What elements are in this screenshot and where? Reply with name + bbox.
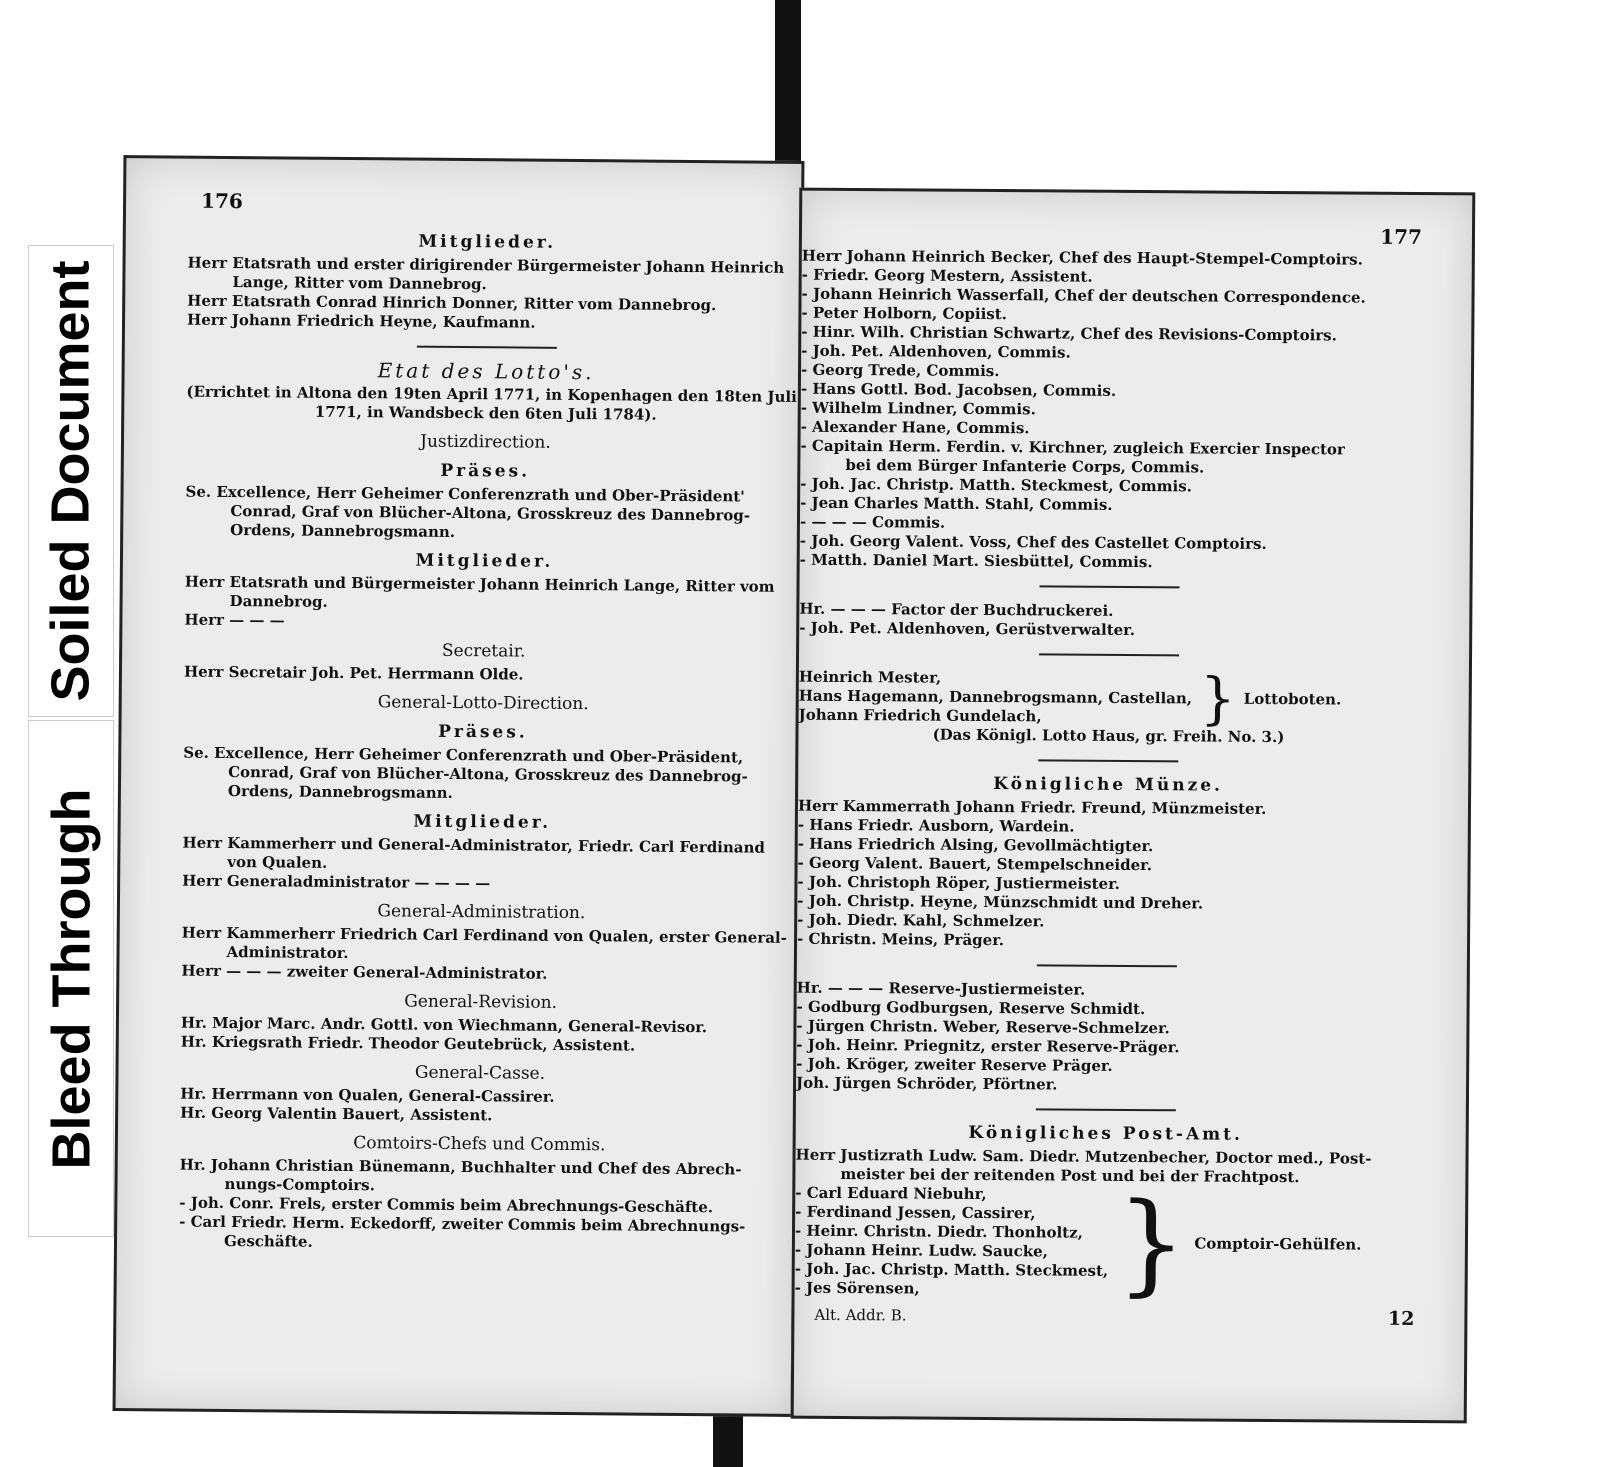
section-heading: Mitglieder.: [415, 550, 554, 572]
entry-line: - Joh. Christp. Heyne, Münzschmidt und Dreher.: [797, 891, 1204, 913]
entry-line: - Joh. Heinr. Priegnitz, erster Reserve-Präger.: [796, 1035, 1180, 1057]
binding-strip-top: [775, 0, 801, 185]
entry-line: Herr Justizrath Ludw. Sam. Diedr. Mutzenbecher, Doctor med., Post-: [795, 1145, 1372, 1168]
curly-brace-icon: }: [1199, 665, 1236, 732]
entry-line: (Errichtet in Altona den 19ten April 1771, in Kopenhagen den 18ten Juli: [186, 382, 797, 406]
entry-line: Hr. Kriegsrath Friedr. Theodor Geutebrück, Assistent.: [180, 1032, 636, 1055]
entry-line: - Hans Friedrich Alsing, Gevollmächtigter.: [797, 834, 1154, 856]
entry-line: - Wilhelm Lindner, Commis.: [800, 398, 1036, 419]
entry-line: Herr Etatsrath und erster dirigirender Bürgermeister Johann Heinrich: [187, 253, 785, 277]
entry-line: - Alexander Hane, Commis.: [800, 417, 1030, 438]
entry-line: - Jes Sörensen,: [794, 1278, 920, 1298]
entry-line: Se. Excellence, Herr Geheimer Conferenzrath und Ober-Präsident': [185, 482, 745, 506]
entry-line: Conrad, Graf von Blücher-Altona, Grosskreuz des Dannebrog-: [230, 501, 751, 525]
entry-line: Hr. — — — Reserve-Justiermeister.: [796, 978, 1086, 999]
entry-line: Ordens, Dannebrogsmann.: [230, 520, 456, 541]
sheet-number: 12: [1387, 1307, 1415, 1330]
entry-line: Joh. Jürgen Schröder, Pförtner.: [795, 1073, 1058, 1094]
entry-line: - Joh. Jac. Christp. Matth. Steckmest,: [794, 1259, 1109, 1280]
entry-line: Herr Johann Heinrich Becker, Chef des Haupt-Stempel-Comptoirs.: [801, 246, 1363, 269]
section-divider: [1037, 964, 1177, 967]
entry-line: - Hinr. Wilh. Christian Schwartz, Chef des Revisions-Comptoirs.: [801, 322, 1337, 345]
entry-line: Hr. Johann Christian Bünemann, Buchhalter und Chef des Abrech-: [179, 1155, 742, 1179]
brace-group: [794, 1178, 1416, 1308]
entry-line: Administrator.: [226, 942, 349, 963]
entry-line: Hans Hagemann, Dannebrogsmann, Castellan,: [798, 686, 1193, 708]
soiled-document-label: [28, 245, 114, 717]
entry-line: - Capitain Herm. Ferdin. v. Kirchner, zugleich Exercier Inspector: [800, 436, 1345, 459]
entry-line: Herr Kammerherr Friedrich Carl Ferdinand von Qualen, erster General-: [181, 923, 787, 947]
entry-line: Hr. Georg Valentin Bauert, Assistent.: [180, 1103, 493, 1125]
entry-line: Heinrich Mester,: [798, 667, 942, 687]
brace-group: [798, 665, 1419, 732]
entry-line: - Christn. Meins, Präger.: [796, 929, 1005, 950]
section-heading: Mitglieder.: [413, 811, 552, 833]
signature-mark: Alt. Addr. B.: [814, 1305, 907, 1325]
soiled-document-text: Soiled Document: [41, 260, 102, 702]
section-heading: General-Casse.: [414, 1062, 546, 1084]
entry-line: - Joh. Georg Valent. Voss, Chef des Castellet Comptoirs.: [799, 531, 1267, 553]
section-heading: Etat des Lotto's.: [377, 358, 595, 385]
entry-line: Hr. Herrmann von Qualen, General-Cassirer.: [180, 1084, 555, 1106]
entry-line: meister bei der reitenden Post und bei der Frachtpost.: [840, 1164, 1300, 1187]
entry-line: - Joh. Pet. Aldenhoven, Commis.: [801, 341, 1071, 362]
entry-line: Herr — — —: [184, 610, 285, 630]
entry-line: 1771, in Wandsbeck den 6ten Juli 1784).: [314, 402, 657, 424]
entry-line: - Joh. Diedr. Kahl, Schmelzer.: [797, 910, 1045, 931]
entry-line: Herr Etatsrath und Bürgermeister Johann Heinrich Lange, Ritter vom: [184, 572, 775, 596]
entry-line: Herr Secretair Joh. Pet. Herrmann Olde.: [183, 662, 524, 684]
entry-line: - Peter Holborn, Copiist.: [801, 303, 1008, 324]
entry-line: nungs-Comptoirs.: [224, 1174, 375, 1195]
entry-line: - Carl Friedr. Herm. Eckedorff, zweiter Commis beim Abrechnungs-: [179, 1212, 746, 1236]
entry-line: - Matth. Daniel Mart. Siesbüttel, Commis.: [799, 550, 1153, 572]
section-heading: General-Administration.: [377, 901, 586, 924]
entry-line: - — — — Commis.: [799, 512, 946, 532]
entry-line: - Georg Trede, Commis.: [800, 360, 1000, 381]
entry-line: - Friedr. Georg Mestern, Assistent.: [801, 265, 1093, 286]
entry-line: Herr — — — zweiter General-Administrator.: [181, 961, 548, 983]
entry-line: - Joh. Kröger, zweiter Reserve Präger.: [796, 1054, 1113, 1075]
section-heading: Präses.: [440, 460, 531, 482]
section-heading: Präses.: [438, 721, 528, 743]
entry-line: - Godburg Godburgsen, Reserve Schmidt.: [796, 997, 1146, 1019]
entry-line: - Jürgen Christn. Weber, Reserve-Schmelzer.: [796, 1016, 1170, 1038]
section-heading: General-Revision.: [404, 991, 558, 1013]
right-page-number: 177: [1380, 224, 1423, 250]
brace-label: Comptoir-Gehülfen.: [1194, 1233, 1362, 1254]
entry-line: Hr. — — — Factor der Buchdruckerei.: [799, 599, 1114, 620]
section-divider: [1038, 759, 1178, 762]
entry-line: - Joh. Christoph Röper, Justiermeister.: [797, 872, 1120, 893]
left-page-content: [117, 220, 801, 1256]
section-heading: Justizdirection.: [420, 431, 551, 453]
entry-line: - Carl Eduard Niebuhr,: [795, 1183, 987, 1203]
entry-line: Herr Etatsrath Conrad Hinrich Donner, Ritter vom Dannebrog.: [187, 291, 717, 315]
entry-line: Conrad, Graf von Blücher-Altona, Grosskreuz des Dannebrog-: [228, 762, 748, 786]
entry-line: Se. Excellence, Herr Geheimer Conferenzrath und Ober-Präsident,: [183, 743, 744, 767]
left-page: [113, 155, 805, 1417]
right-page: [791, 188, 1476, 1424]
entry-line: Herr Generaladministrator — — — —: [182, 871, 491, 893]
entry-line: Ordens, Dannebrogsmann.: [227, 781, 453, 802]
left-page-number: 176: [200, 188, 243, 214]
section-heading: General-Lotto-Direction.: [377, 692, 589, 715]
entry-line: Geschäfte.: [223, 1231, 313, 1251]
entry-line: - Johann Heinrich Wasserfall, Chef der deutschen Correspondence.: [801, 284, 1366, 307]
entry-line: bei dem Bürger Infanterie Corps, Commis.: [845, 455, 1205, 477]
bleed-through-text: Bleed Through: [41, 788, 102, 1169]
entry-line: Herr Kammerrath Johann Friedr. Freund, Münzmeister.: [797, 796, 1267, 818]
right-page-content: [794, 247, 1472, 1330]
section-heading: Comtoirs-Chefs und Commis.: [353, 1133, 606, 1156]
entry-line: - Johann Heinr. Ludw. Saucke,: [794, 1240, 1048, 1261]
entry-line: - Hans Gottl. Bod. Jacobsen, Commis.: [800, 379, 1117, 400]
entry-line: Herr Johann Friedrich Heyne, Kaufmann.: [186, 310, 536, 332]
entry-line: Hr. Major Marc. Andr. Gottl. von Wiechmann, General-Revisor.: [180, 1013, 708, 1037]
brace-names: [799, 668, 1193, 728]
entry-line: - Joh. Jac. Christp. Matth. Steckmest, Commis.: [800, 474, 1192, 496]
brace-names: [795, 1184, 1109, 1300]
section-heading: Mitglieder.: [418, 231, 557, 253]
entry-line: Johann Friedrich Gundelach,: [798, 705, 1042, 726]
section-heading: Königliche Münze.: [993, 774, 1224, 796]
entry-line: - Joh. Pet. Aldenhoven, Gerüstverwalter.: [799, 618, 1136, 640]
entry-line: - Jean Charles Matth. Stahl, Commis.: [800, 493, 1113, 514]
entry-line: (Das Königl. Lotto Haus, gr. Freih. No. 3.): [932, 725, 1285, 747]
entry-line: - Georg Valent. Bauert, Stempelschneider.: [797, 853, 1153, 875]
page-footer: [794, 1306, 1414, 1329]
entry-line: - Hans Friedr. Ausborn, Wardein.: [797, 815, 1075, 836]
entry-line: - Heinr. Christn. Diedr. Thonholtz,: [794, 1221, 1083, 1242]
section-divider: [1040, 585, 1180, 588]
section-heading: Secretair.: [441, 640, 526, 662]
brace-label: Lottoboten.: [1243, 689, 1342, 709]
curly-brace-icon: }: [1115, 1178, 1187, 1308]
entry-line: Herr Kammerherr und General-Administrator, Friedr. Carl Ferdinand: [182, 833, 766, 857]
bleed-through-label: [28, 720, 114, 1237]
entry-line: Dannebrog.: [229, 591, 328, 611]
section-divider: [1036, 1108, 1176, 1111]
entry-line: - Ferdinand Jessen, Cassirer,: [795, 1202, 1036, 1223]
section-heading: Königliches Post-Amt.: [968, 1122, 1244, 1145]
entry-line: - Joh. Conr. Frels, erster Commis beim Abrechnungs-Geschäfte.: [179, 1193, 714, 1217]
entry-line: Lange, Ritter vom Dannebrog.: [232, 273, 487, 294]
section-divider: [1039, 653, 1179, 656]
entry-line: von Qualen.: [227, 852, 328, 872]
section-divider: [416, 346, 556, 349]
